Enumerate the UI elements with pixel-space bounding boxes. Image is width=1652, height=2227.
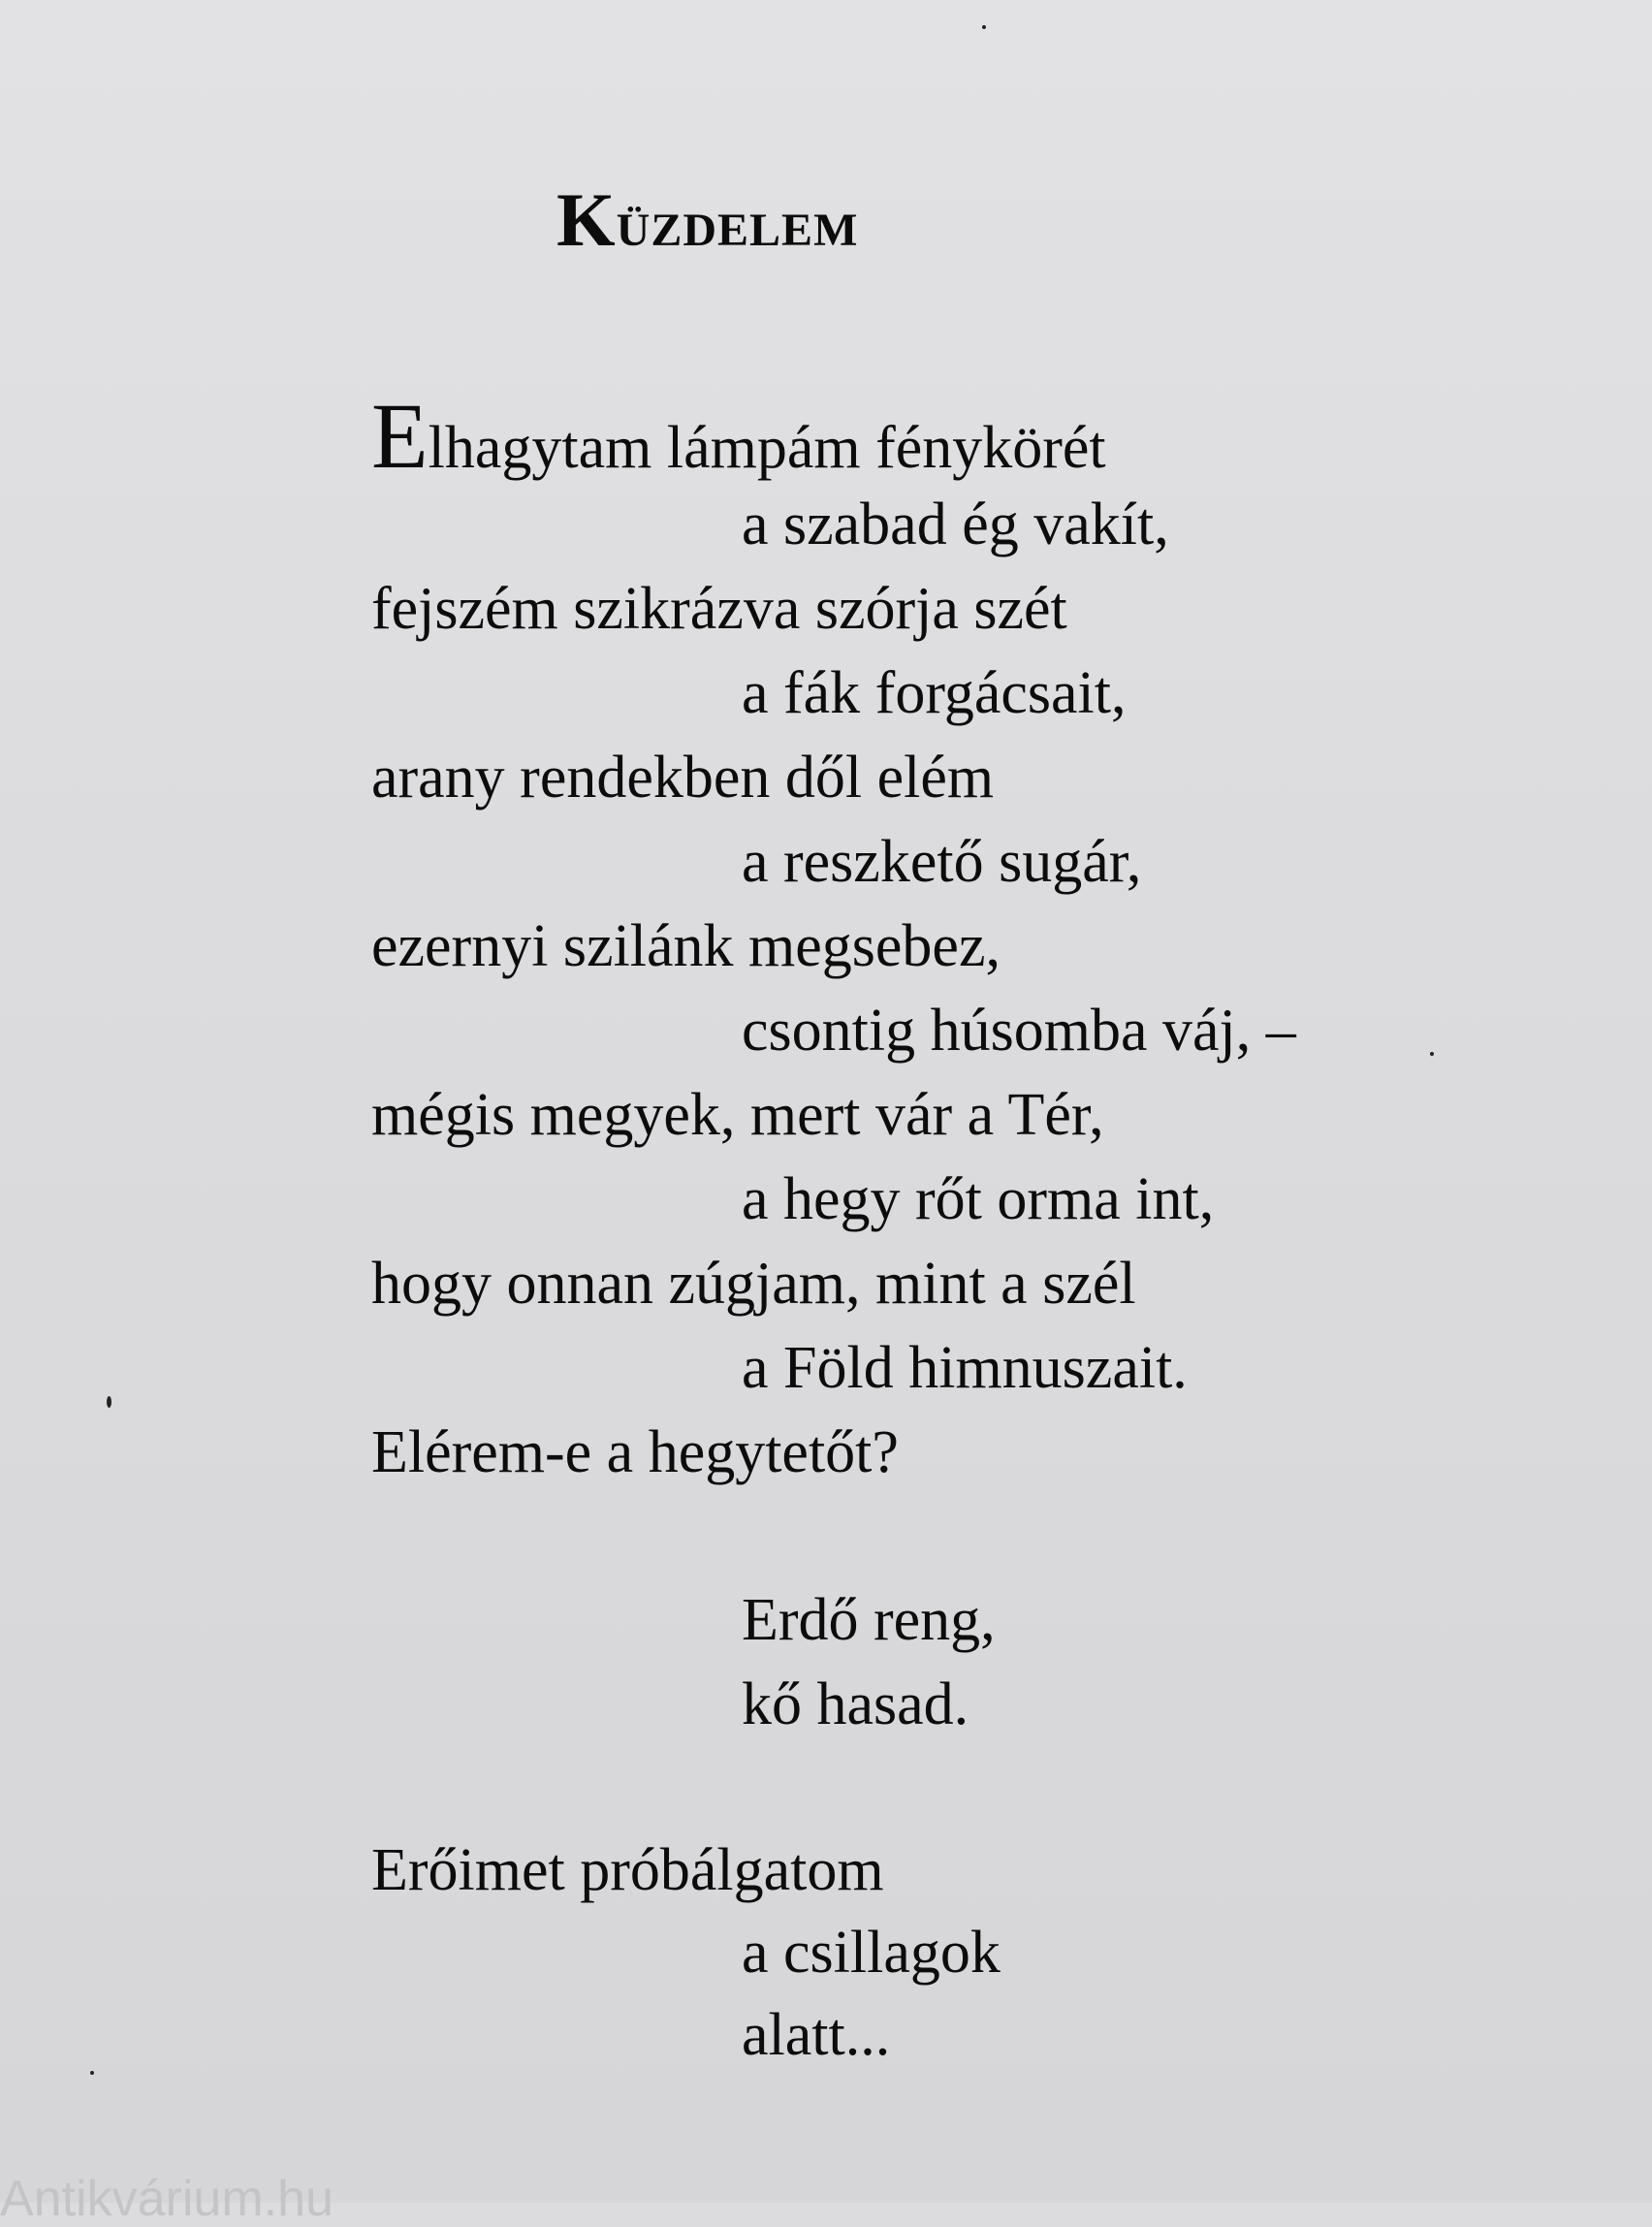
- poem-line: fejszém szikrázva szórja szét: [371, 576, 1067, 642]
- poem-line: Erdő reng,: [742, 1587, 996, 1653]
- poem-line: kő hasad.: [742, 1671, 969, 1737]
- first-line-rest: lhagytam lámpám fénykörét: [428, 415, 1106, 481]
- title-rest: üzdelem: [616, 186, 859, 260]
- title-initial: K: [556, 177, 617, 262]
- poem-line: csontig húsomba váj, –: [742, 998, 1296, 1064]
- poem-line: a csillagok: [742, 1920, 1001, 1986]
- watermark: Antikvárium.hu: [0, 2171, 334, 2227]
- poem-line: a Föld himnuszait.: [742, 1335, 1188, 1401]
- paper-speck: [1430, 1052, 1434, 1056]
- poem-line: a szabad ég vakít,: [742, 492, 1169, 557]
- poem-line: hogy onnan zúgjam, mint a szél: [371, 1251, 1136, 1317]
- poem-title: [556, 177, 859, 262]
- first-line-initial: E: [371, 384, 429, 488]
- poem-line: arany rendekben dől elém: [371, 745, 995, 811]
- poem-line: a reszkető sugár,: [742, 829, 1142, 895]
- paper-speck: [107, 1396, 111, 1408]
- paper-speck: [90, 2071, 94, 2075]
- poem-line: ezernyi szilánk megsebez,: [371, 913, 1001, 979]
- poem-line: a hegy rőt orma int,: [742, 1166, 1215, 1232]
- poem-line: a fák forgácsait,: [742, 660, 1127, 726]
- poem-line: alatt...: [742, 2002, 891, 2068]
- poem-line: Elérem-e a hegytetőt?: [371, 1419, 899, 1485]
- paper-speck: [982, 25, 986, 29]
- poem-line: mégis megyek, mert vár a Tér,: [371, 1082, 1104, 1148]
- poem-line: Erőimet próbálgatom: [371, 1837, 884, 1903]
- poem-line-1: [371, 384, 1106, 488]
